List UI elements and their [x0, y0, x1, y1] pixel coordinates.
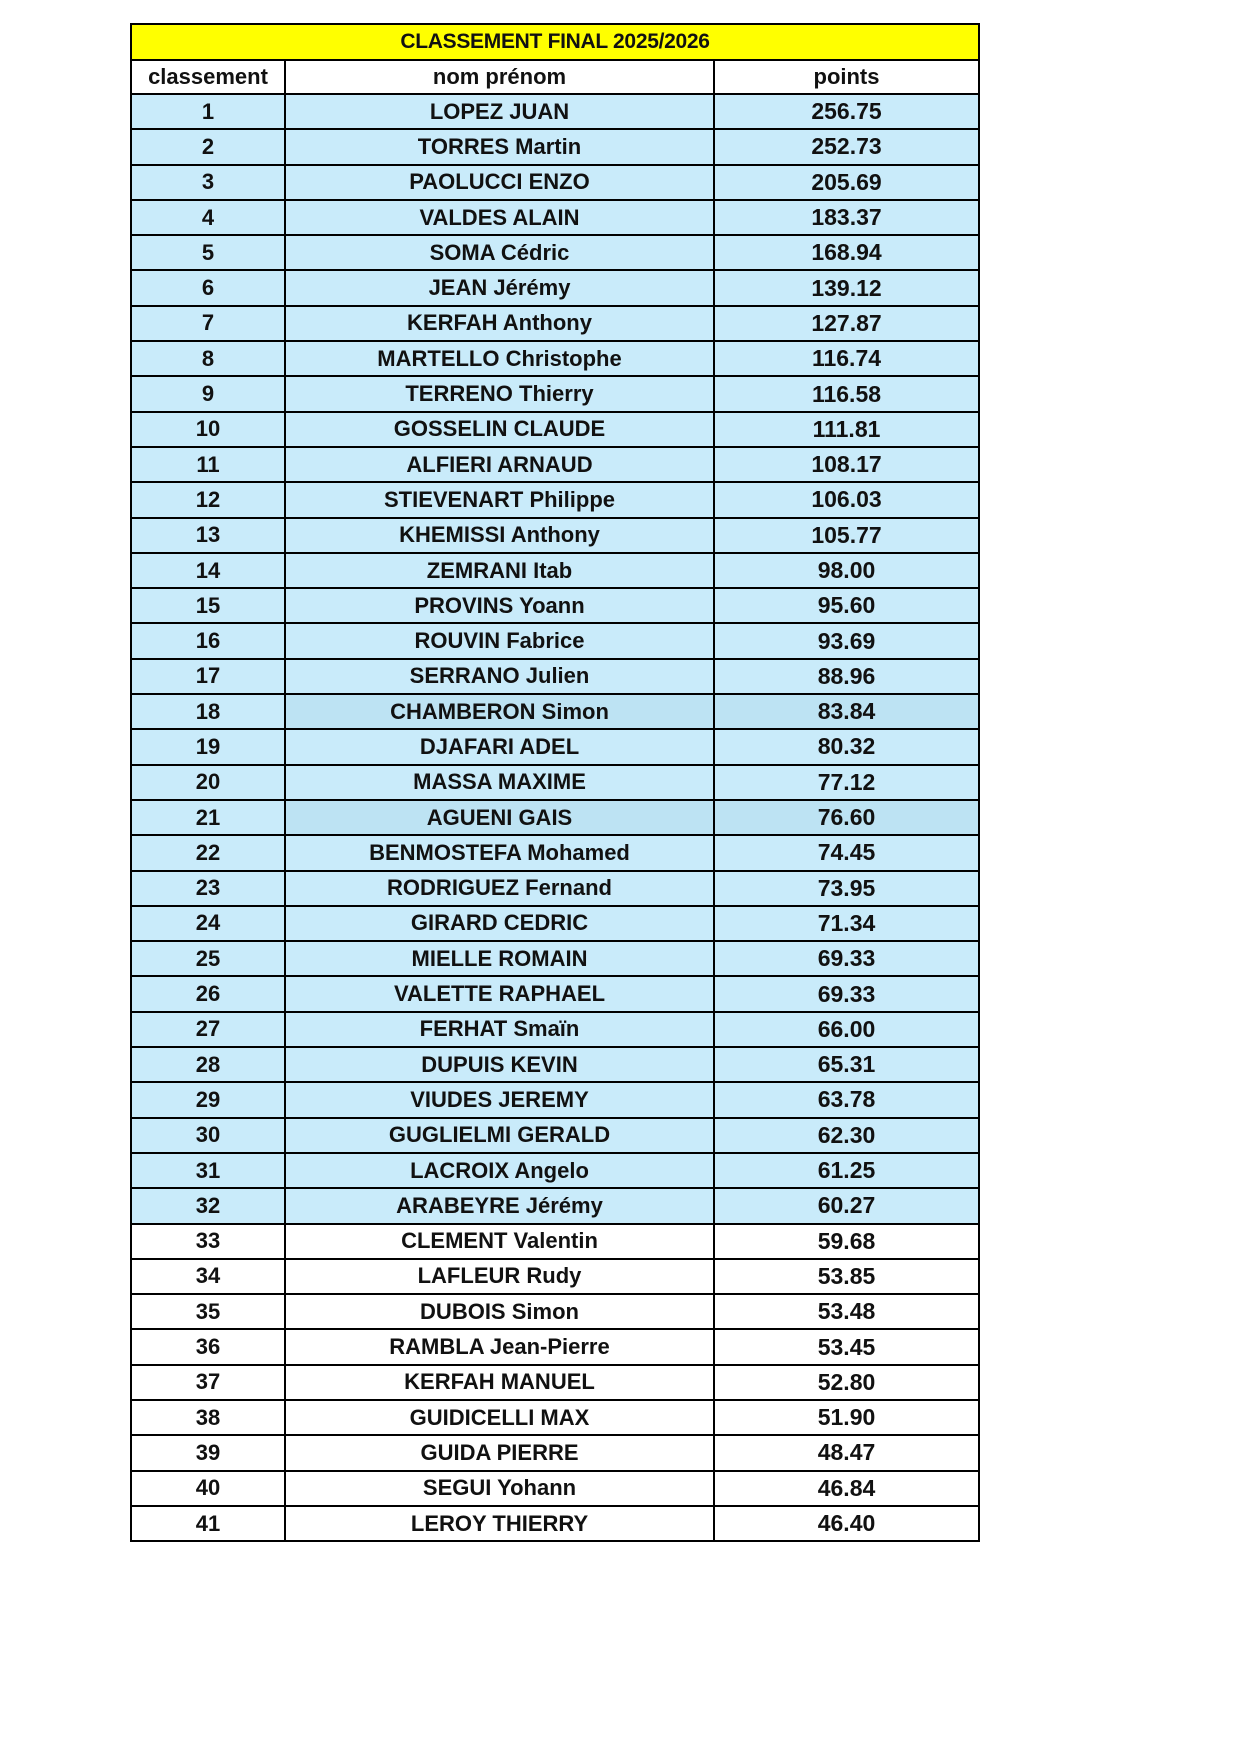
rank-cell: 8 — [131, 341, 285, 376]
player-name-cell: RODRIGUEZ Fernand — [285, 871, 714, 906]
rank-cell: 40 — [131, 1471, 285, 1506]
table-title: CLASSEMENT FINAL 2025/2026 — [131, 24, 979, 60]
header-row — [131, 60, 979, 94]
table-row — [131, 412, 979, 447]
table-row — [131, 165, 979, 200]
player-name-cell: VIUDES JEREMY — [285, 1082, 714, 1117]
player-name-cell: ZEMRANI Itab — [285, 553, 714, 588]
player-name-cell: LOPEZ JUAN — [285, 94, 714, 129]
table-row — [131, 976, 979, 1011]
points-cell: 53.45 — [714, 1329, 979, 1364]
player-name-cell: MARTELLO Christophe — [285, 341, 714, 376]
rank-cell: 4 — [131, 200, 285, 235]
rank-cell: 10 — [131, 412, 285, 447]
table-row — [131, 1224, 979, 1259]
table-row — [131, 1047, 979, 1082]
points-cell: 127.87 — [714, 306, 979, 341]
player-name-cell: TERRENO Thierry — [285, 376, 714, 411]
title-row — [131, 24, 979, 60]
table-row — [131, 1471, 979, 1506]
player-name-cell: RAMBLA Jean-Pierre — [285, 1329, 714, 1364]
table-row — [131, 906, 979, 941]
rank-cell: 9 — [131, 376, 285, 411]
table-row — [131, 1400, 979, 1435]
table-row — [131, 376, 979, 411]
player-name-cell: ALFIERI ARNAUD — [285, 447, 714, 482]
table-row — [131, 1082, 979, 1117]
table-row — [131, 129, 979, 164]
rank-cell: 29 — [131, 1082, 285, 1117]
table-row — [131, 1188, 979, 1223]
rank-cell: 13 — [131, 518, 285, 553]
player-name-cell: KERFAH Anthony — [285, 306, 714, 341]
rank-cell: 41 — [131, 1506, 285, 1541]
player-name-cell: ARABEYRE Jérémy — [285, 1188, 714, 1223]
table-row — [131, 1153, 979, 1188]
points-cell: 205.69 — [714, 165, 979, 200]
table-row — [131, 553, 979, 588]
rank-cell: 18 — [131, 694, 285, 729]
table-row — [131, 94, 979, 129]
points-cell: 65.31 — [714, 1047, 979, 1082]
player-name-cell: AGUENI GAIS — [285, 800, 714, 835]
player-name-cell: DUPUIS KEVIN — [285, 1047, 714, 1082]
points-cell: 168.94 — [714, 235, 979, 270]
rank-cell: 32 — [131, 1188, 285, 1223]
points-cell: 116.58 — [714, 376, 979, 411]
points-cell: 73.95 — [714, 871, 979, 906]
table-row — [131, 1365, 979, 1400]
rank-cell: 3 — [131, 165, 285, 200]
points-cell: 105.77 — [714, 518, 979, 553]
rank-cell: 6 — [131, 270, 285, 305]
player-name-cell: LACROIX Angelo — [285, 1153, 714, 1188]
player-name-cell: CLEMENT Valentin — [285, 1224, 714, 1259]
rank-cell: 35 — [131, 1294, 285, 1329]
table-row — [131, 482, 979, 517]
rank-cell: 16 — [131, 623, 285, 658]
points-cell: 62.30 — [714, 1118, 979, 1153]
rank-cell: 20 — [131, 765, 285, 800]
table-row — [131, 1118, 979, 1153]
points-cell: 51.90 — [714, 1400, 979, 1435]
player-name-cell: DUBOIS Simon — [285, 1294, 714, 1329]
points-cell: 69.33 — [714, 941, 979, 976]
points-cell: 95.60 — [714, 588, 979, 623]
table-row — [131, 1012, 979, 1047]
table-row — [131, 270, 979, 305]
player-name-cell: MASSA MAXIME — [285, 765, 714, 800]
rank-cell: 24 — [131, 906, 285, 941]
column-header-name: nom prénom — [285, 60, 714, 94]
rank-cell: 2 — [131, 129, 285, 164]
ranking-table — [130, 23, 980, 1542]
rank-cell: 38 — [131, 1400, 285, 1435]
points-cell: 77.12 — [714, 765, 979, 800]
player-name-cell: FERHAT Smaïn — [285, 1012, 714, 1047]
player-name-cell: GUIDA PIERRE — [285, 1435, 714, 1470]
table-row — [131, 341, 979, 376]
points-cell: 139.12 — [714, 270, 979, 305]
rank-cell: 34 — [131, 1259, 285, 1294]
rank-cell: 17 — [131, 659, 285, 694]
player-name-cell: STIEVENART Philippe — [285, 482, 714, 517]
table-row — [131, 659, 979, 694]
rank-cell: 7 — [131, 306, 285, 341]
table-row — [131, 623, 979, 658]
points-cell: 53.48 — [714, 1294, 979, 1329]
ranking-rows — [131, 94, 979, 1541]
table-row — [131, 235, 979, 270]
rank-cell: 37 — [131, 1365, 285, 1400]
points-cell: 74.45 — [714, 835, 979, 870]
table-row — [131, 447, 979, 482]
rank-cell: 11 — [131, 447, 285, 482]
points-cell: 108.17 — [714, 447, 979, 482]
table-row — [131, 1506, 979, 1541]
points-cell: 46.84 — [714, 1471, 979, 1506]
player-name-cell: MIELLE ROMAIN — [285, 941, 714, 976]
rank-cell: 25 — [131, 941, 285, 976]
player-name-cell: SOMA Cédric — [285, 235, 714, 270]
rank-cell: 14 — [131, 553, 285, 588]
player-name-cell: SEGUI Yohann — [285, 1471, 714, 1506]
player-name-cell: CHAMBERON Simon — [285, 694, 714, 729]
rank-cell: 39 — [131, 1435, 285, 1470]
player-name-cell: GOSSELIN CLAUDE — [285, 412, 714, 447]
points-cell: 111.81 — [714, 412, 979, 447]
points-cell: 66.00 — [714, 1012, 979, 1047]
table-row — [131, 518, 979, 553]
points-cell: 83.84 — [714, 694, 979, 729]
table-row — [131, 1259, 979, 1294]
points-cell: 63.78 — [714, 1082, 979, 1117]
points-cell: 59.68 — [714, 1224, 979, 1259]
rank-cell: 23 — [131, 871, 285, 906]
table-row — [131, 729, 979, 764]
player-name-cell: GIRARD CEDRIC — [285, 906, 714, 941]
table-row — [131, 694, 979, 729]
points-cell: 80.32 — [714, 729, 979, 764]
points-cell: 60.27 — [714, 1188, 979, 1223]
points-cell: 53.85 — [714, 1259, 979, 1294]
points-cell: 252.73 — [714, 129, 979, 164]
rank-cell: 27 — [131, 1012, 285, 1047]
rank-cell: 36 — [131, 1329, 285, 1364]
table-row — [131, 588, 979, 623]
points-cell: 98.00 — [714, 553, 979, 588]
rank-cell: 1 — [131, 94, 285, 129]
table-row — [131, 306, 979, 341]
player-name-cell: LAFLEUR Rudy — [285, 1259, 714, 1294]
points-cell: 71.34 — [714, 906, 979, 941]
rank-cell: 28 — [131, 1047, 285, 1082]
points-cell: 88.96 — [714, 659, 979, 694]
table-row — [131, 200, 979, 235]
points-cell: 48.47 — [714, 1435, 979, 1470]
player-name-cell: ROUVIN Fabrice — [285, 623, 714, 658]
player-name-cell: TORRES Martin — [285, 129, 714, 164]
rank-cell: 5 — [131, 235, 285, 270]
player-name-cell: GUGLIELMI GERALD — [285, 1118, 714, 1153]
points-cell: 61.25 — [714, 1153, 979, 1188]
player-name-cell: PAOLUCCI ENZO — [285, 165, 714, 200]
points-cell: 256.75 — [714, 94, 979, 129]
rank-cell: 22 — [131, 835, 285, 870]
table-row — [131, 941, 979, 976]
points-cell: 76.60 — [714, 800, 979, 835]
table-row — [131, 871, 979, 906]
column-header-points: points — [714, 60, 979, 94]
rank-cell: 21 — [131, 800, 285, 835]
player-name-cell: LEROY THIERRY — [285, 1506, 714, 1541]
player-name-cell: KERFAH MANUEL — [285, 1365, 714, 1400]
points-cell: 106.03 — [714, 482, 979, 517]
rank-cell: 15 — [131, 588, 285, 623]
rank-cell: 19 — [131, 729, 285, 764]
points-cell: 93.69 — [714, 623, 979, 658]
table-row — [131, 800, 979, 835]
player-name-cell: PROVINS Yoann — [285, 588, 714, 623]
player-name-cell: VALETTE RAPHAEL — [285, 976, 714, 1011]
points-cell: 69.33 — [714, 976, 979, 1011]
column-header-rank: classement — [131, 60, 285, 94]
player-name-cell: VALDES ALAIN — [285, 200, 714, 235]
points-cell: 183.37 — [714, 200, 979, 235]
points-cell: 46.40 — [714, 1506, 979, 1541]
player-name-cell: BENMOSTEFA Mohamed — [285, 835, 714, 870]
rank-cell: 33 — [131, 1224, 285, 1259]
table-row — [131, 765, 979, 800]
rank-cell: 30 — [131, 1118, 285, 1153]
player-name-cell: DJAFARI ADEL — [285, 729, 714, 764]
points-cell: 116.74 — [714, 341, 979, 376]
player-name-cell: GUIDICELLI MAX — [285, 1400, 714, 1435]
rank-cell: 26 — [131, 976, 285, 1011]
table-row — [131, 835, 979, 870]
player-name-cell: SERRANO Julien — [285, 659, 714, 694]
table-row — [131, 1294, 979, 1329]
points-cell: 52.80 — [714, 1365, 979, 1400]
player-name-cell: JEAN Jérémy — [285, 270, 714, 305]
player-name-cell: KHEMISSI Anthony — [285, 518, 714, 553]
table-row — [131, 1435, 979, 1470]
table-row — [131, 1329, 979, 1364]
rank-cell: 31 — [131, 1153, 285, 1188]
rank-cell: 12 — [131, 482, 285, 517]
